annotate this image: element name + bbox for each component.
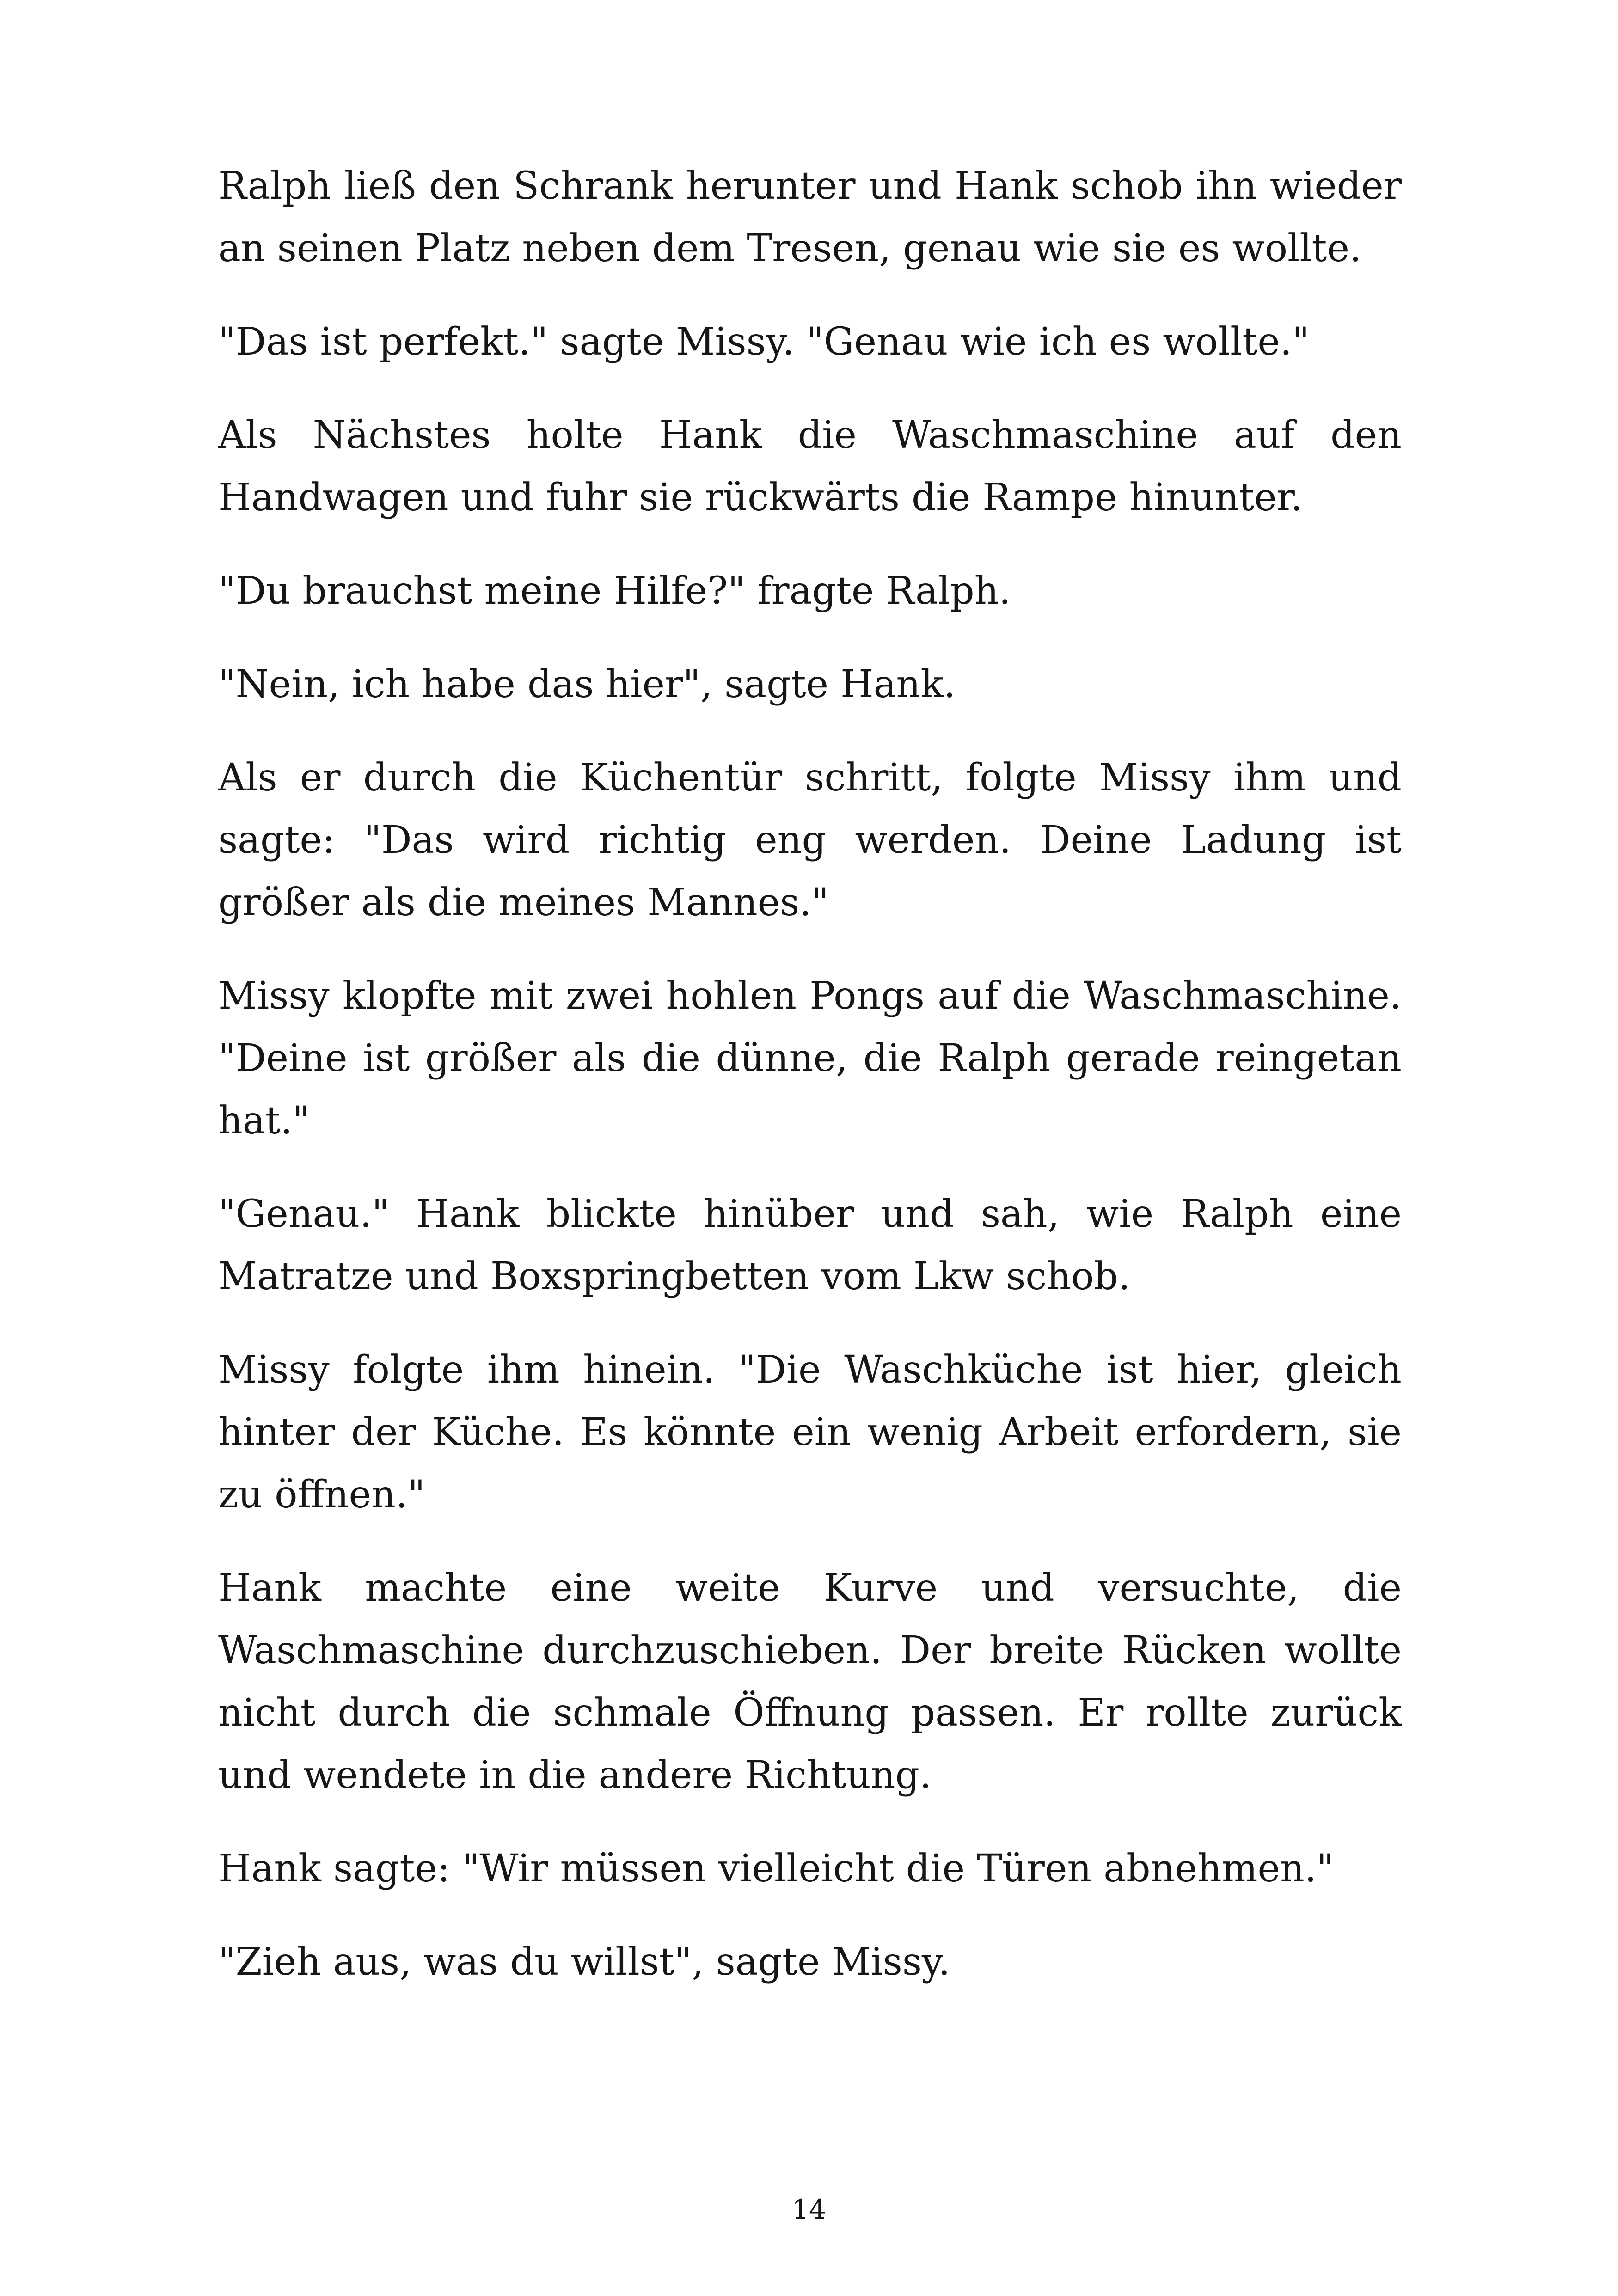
paragraph: "Du brauchst meine Hilfe?" fragte Ralph.	[218, 569, 1011, 613]
paragraph: "Das ist perfekt." sagte Missy. "Genau wie ich es wollte."	[218, 320, 1310, 364]
paragraph: Ralph ließ den Schrank herunter und Hank schob ihn wieder an seinen Platz neben dem Tresen, genau wie sie es wollte.	[218, 164, 1402, 270]
page-number: 14	[792, 2194, 826, 2225]
body-text	[218, 155, 1402, 2024]
paragraph: Als er durch die Küchentür schritt, folgte Missy ihm und sagte: "Das wird richtig eng werden. Deine Ladung ist größer als die meines Mannes."	[218, 756, 1402, 925]
paragraph: Als Nächstes holte Hank die Waschmaschine auf den Handwagen und fuhr sie rückwärts die Rampe hinunter.	[218, 413, 1402, 520]
paragraph: "Zieh aus, was du willst", sagte Missy.	[218, 1940, 950, 1984]
paragraph: "Genau." Hank blickte hinüber und sah, wie Ralph eine Matratze und Boxspringbetten vom Lkw schob.	[218, 1192, 1402, 1298]
paragraph: Hank sagte: "Wir müssen vielleicht die Türen abnehmen."	[218, 1847, 1334, 1891]
paragraph: "Nein, ich habe das hier", sagte Hank.	[218, 662, 956, 706]
paragraph: Missy folgte ihm hinein. "Die Waschküche ist hier, gleich hinter der Küche. Es könnte ein wenig Arbeit erfordern, sie zu öffnen."	[218, 1348, 1402, 1517]
paragraph: Hank machte eine weite Kurve und versuchte, die Waschmaschine durchzuschieben. Der breite Rücken wollte nicht durch die schmale Öffnung passen. Er rollte zurück und wendete in die andere Richtung.	[218, 1566, 1402, 1797]
paragraph: Missy klopfte mit zwei hohlen Pongs auf die Waschmaschine. "Deine ist größer als die dünne, die Ralph gerade reingetan hat."	[218, 974, 1402, 1143]
